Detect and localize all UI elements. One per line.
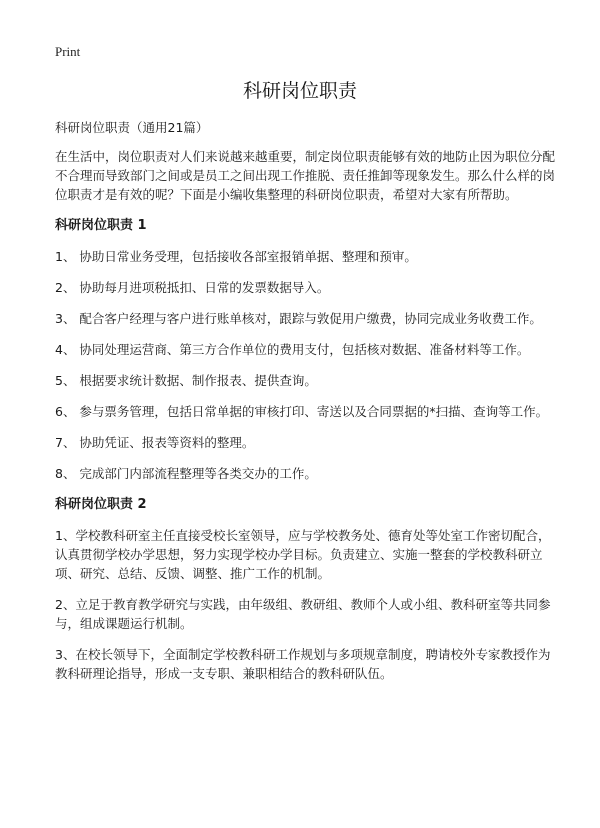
list-item: 7、 协助凭证、报表等资料的整理。 <box>55 435 255 450</box>
list-item: 6、 参与票务管理，包括日常单据的审核打印、寄送以及合同票据的*扫描、查询等工作。 <box>55 404 549 419</box>
document-subtitle: 科研岗位职责（通用21篇） <box>55 120 209 135</box>
list-item: 1、 协助日常业务受理，包括接收各部室报销单据、整理和预审。 <box>55 249 417 264</box>
page-title: 科研岗位职责 <box>242 80 357 102</box>
list-item: 5、 根据要求统计数据、制作报表、提供查询。 <box>55 373 317 388</box>
list-item: 2、立足于教育教学研究与实践，由年级组、教研组、教师个人或小组、教科研室等共同参与，组成课题运行机制。 <box>55 597 551 631</box>
section-heading: 科研岗位职责 2 <box>55 497 147 512</box>
list-item: 1、学校教科研室主任直接受校长室领导，应与学校教务处、德育处等处室工作密切配合，认真贯彻学校办学思想，努力实现学校办学目标。负责建立、实施一整套的学校教科研立项、研究、总结、反馈、调整、推广工作的机制。 <box>55 528 551 581</box>
section-heading: 科研岗位职责 1 <box>55 218 147 233</box>
list-item: 8、 完成部门内部流程整理等各类交办的工作。 <box>55 466 317 481</box>
section-1 <box>55 216 555 483</box>
list-item: 3、在校长领导下，全面制定学校教科研工作规划与多项规章制度，聘请校外专家教授作为教科研理论指导，形成一支专职、兼职相结合的教科研队伍。 <box>55 647 551 681</box>
section-2 <box>55 495 555 683</box>
list-item: 4、 协同处理运营商、第三方合作单位的费用支付，包括核对数据、准备材料等工作。 <box>55 342 530 357</box>
list-item: 2、 协助每月进项税抵扣、日常的发票数据导入。 <box>55 280 330 295</box>
list-item: 3、 配合客户经理与客户进行账单核对，跟踪与敦促用户缴费，协同完成业务收费工作。 <box>55 311 542 326</box>
document-body <box>55 118 555 695</box>
intro-paragraph: 在生活中，岗位职责对人们来说越来越重要，制定岗位职责能够有效的地防止因为职位分配不合理而导致部门之间或是员工之间出现工作推脱、责任推卸等现象发生。那么什么样的岗位职责才是有效的呢？下面是小编收集整理的科研岗位职责，希望对大家有所帮助。 <box>55 149 556 202</box>
print-link[interactable]: Print <box>55 44 81 59</box>
